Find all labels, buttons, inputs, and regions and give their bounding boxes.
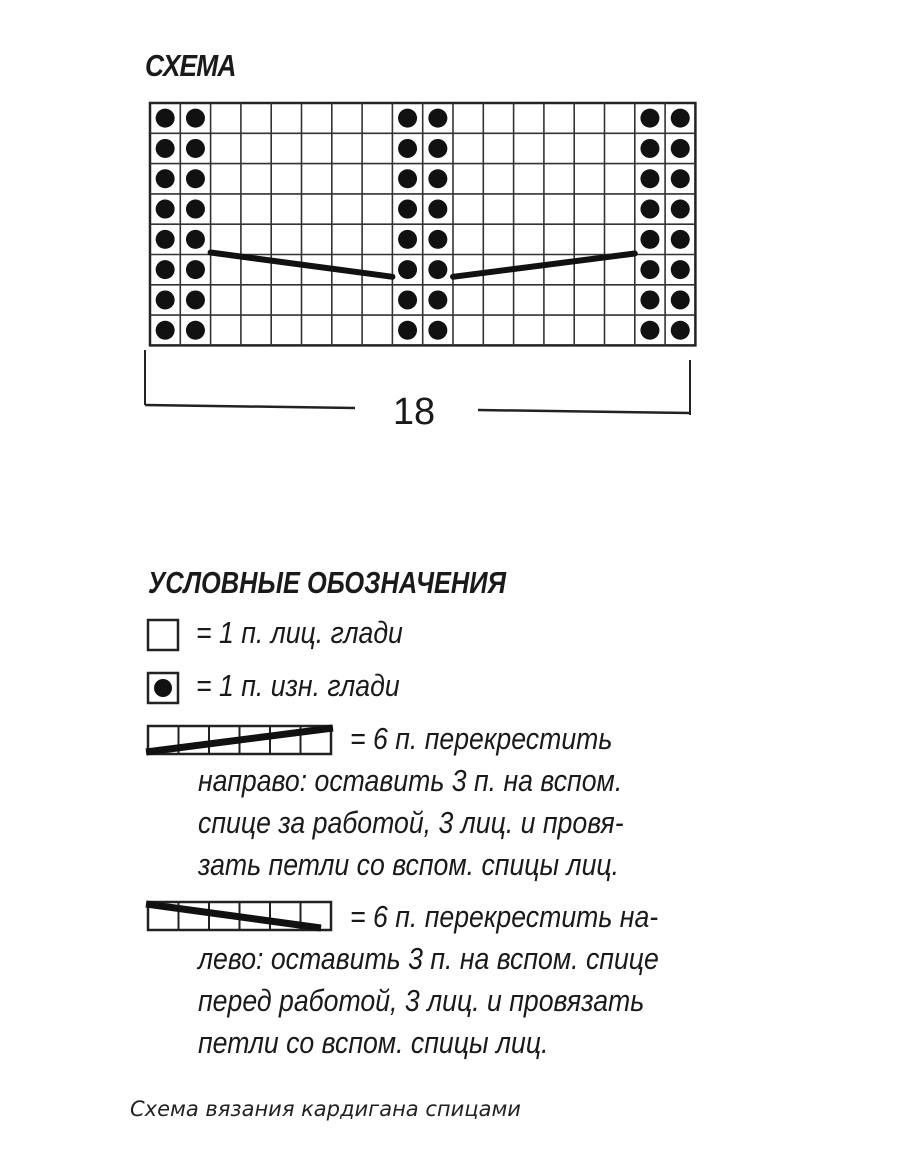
legend-cross-right-line1: = 6 п. перекрестить	[350, 721, 613, 756]
figure-caption: Схема вязания кардигана спицами	[130, 1097, 521, 1121]
purl-stitch	[398, 109, 417, 128]
width-label: 18	[392, 391, 436, 433]
chart-title: СХЕМА	[145, 48, 236, 83]
purl-stitch	[398, 321, 417, 340]
chart-grid	[150, 103, 695, 345]
legend-cross-right-line4: зать петли со вспом. спицы лиц.	[198, 847, 620, 882]
purl-stitch	[428, 260, 447, 279]
purl-stitch	[671, 139, 690, 158]
purl-stitch	[156, 230, 175, 249]
legend-knit-symbol	[148, 620, 178, 650]
purl-stitch	[186, 290, 205, 309]
legend-cross-left-line4: петли со вспом. спицы лиц.	[198, 1025, 549, 1060]
purl-stitch	[640, 139, 659, 158]
purl-stitch	[398, 169, 417, 188]
legend-cross-left-symbol	[146, 902, 331, 930]
purl-stitch	[640, 290, 659, 309]
purl-stitch	[186, 321, 205, 340]
purl-stitch	[186, 139, 205, 158]
purl-stitch	[428, 290, 447, 309]
purl-stitch	[186, 260, 205, 279]
legend-knit-text: = 1 п. лиц. глади	[196, 615, 403, 650]
purl-stitch	[398, 290, 417, 309]
purl-stitch	[186, 230, 205, 249]
purl-stitch	[671, 109, 690, 128]
purl-stitch	[428, 109, 447, 128]
purl-stitch	[398, 200, 417, 219]
legend-purl-text: = 1 п. изн. глади	[196, 668, 400, 703]
purl-stitch	[156, 200, 175, 219]
purl-stitch	[640, 260, 659, 279]
purl-stitch	[156, 260, 175, 279]
purl-stitch	[428, 230, 447, 249]
purl-stitch	[640, 321, 659, 340]
legend-cross-right-symbol	[146, 726, 333, 754]
purl-stitch	[428, 200, 447, 219]
purl-stitch	[640, 109, 659, 128]
purl-stitch	[640, 230, 659, 249]
purl-stitch	[671, 290, 690, 309]
purl-stitch	[428, 169, 447, 188]
width-dimension	[145, 350, 690, 433]
purl-stitch	[156, 290, 175, 309]
purl-stitch	[428, 321, 447, 340]
purl-stitch	[671, 321, 690, 340]
purl-stitch	[156, 139, 175, 158]
legend-purl-symbol	[148, 673, 178, 703]
purl-stitch	[671, 169, 690, 188]
purl-stitch	[640, 169, 659, 188]
purl-stitch	[156, 109, 175, 128]
purl-stitch	[428, 139, 447, 158]
legend-title: УСЛОВНЫЕ ОБОЗНАЧЕНИЯ	[148, 565, 507, 600]
purl-stitch	[398, 260, 417, 279]
purl-stitch	[186, 109, 205, 128]
legend-cross-right-line3: спице за работой, 3 лиц. и провя-	[198, 805, 624, 840]
legend-cross-left-line2: лево: оставить 3 п. на вспом. спице	[198, 941, 659, 976]
legend-cross-right-line2: направо: оставить 3 п. на вспом.	[198, 763, 623, 798]
purl-stitch	[156, 169, 175, 188]
legend-cross-left-line1: = 6 п. перекрестить на-	[350, 899, 659, 934]
purl-stitch	[398, 139, 417, 158]
purl-stitch	[640, 200, 659, 219]
purl-stitch	[671, 200, 690, 219]
purl-stitch	[671, 230, 690, 249]
purl-stitch	[156, 321, 175, 340]
purl-stitch	[398, 230, 417, 249]
purl-stitch	[186, 169, 205, 188]
legend-cross-left-line3: перед работой, 3 лиц. и провязать	[198, 983, 645, 1018]
purl-stitch	[186, 200, 205, 219]
purl-stitch	[671, 260, 690, 279]
